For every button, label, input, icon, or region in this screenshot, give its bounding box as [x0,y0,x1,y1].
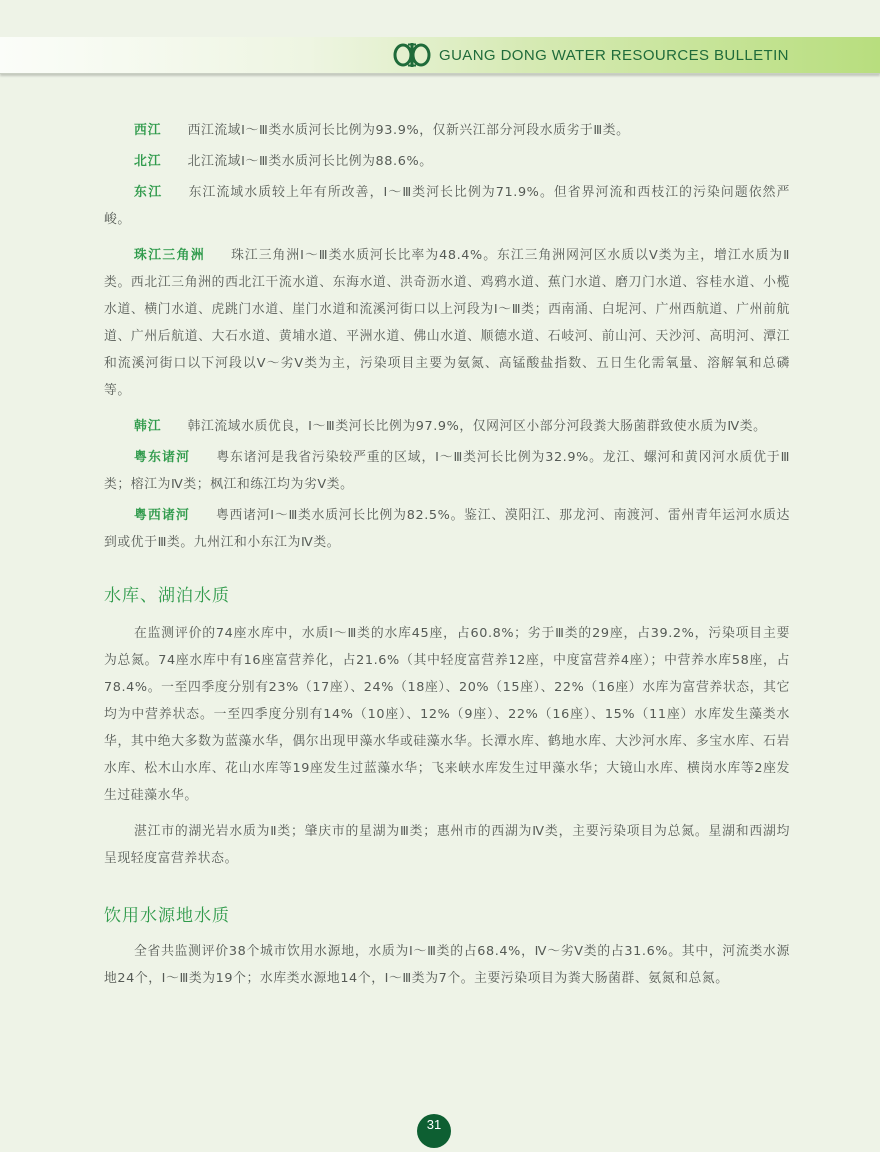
river-label: 粤西诸河 [134,508,190,523]
river-text: 东江流域水质较上年有所改善，Ⅰ～Ⅲ类河长比例为71.9%。但省界河流和西枝江的污染问题依然严峻。 [104,185,790,227]
section-title-reservoirs: 水库、湖泊水质 [104,586,230,606]
river-label: 北江 [134,154,162,169]
river-text: 粤西诸河Ⅰ～Ⅲ类水质河长比例为82.5%。鉴江、漠阳江、那龙河、南渡河、雷州青年运河水质达到或优于Ⅲ类。九州江和小东江为Ⅳ类。 [104,508,791,550]
drinking-water-paragraph: 全省共监测评价38个城市饮用水源地，水质为Ⅰ～Ⅲ类的占68.4%，Ⅳ～劣Ⅴ类的占31.6%。其中，河流类水源地24个，Ⅰ～Ⅲ类为19个；水库类水源地14个，Ⅰ～Ⅲ类为7个。主要污染项目为粪大肠菌群、氨氮和总氮。 [104,944,790,986]
river-text: 韩江流域水质优良，Ⅰ～Ⅲ类河长比例为97.9%，仅网河区小部分河段粪大肠菌群致使水质为Ⅳ类。 [187,419,767,434]
lake-paragraph: 湛江市的湖光岩水质为Ⅱ类；肇庆市的星湖为Ⅲ类；惠州市的西湖为Ⅳ类，主要污染项目为总氮。星湖和西湖均呈现轻度富营养状态。 [104,824,790,866]
reservoir-paragraph: 在监测评价的74座水库中，水质Ⅰ～Ⅲ类的水库45座，占60.8%；劣于Ⅲ类的29座，占39.2%，污染项目主要为总氮。74座水库中有16座富营养化，占21.6%（其中轻度富营养12座，中度富营养4座）；中营养水库58座，占78.4%。一至四季度分别有23%（17座）、24%（18座）、20%（15座）、22%（16座）水库为富营养状态，其它均为中营养状态。一至四季度分别有14%（10座）、12%（9座）、22%（16座）、15%（11座）水库发生藻类水华，其中绝大多数为蓝藻水华，偶尔出现甲藻水华或硅藻水华。长潭水库、鹤地水库、大沙河水库、多宝水库、石岩水库、松木山水库、花山水库等19座发生过蓝藻水华；飞来峡水库发生过甲藻水华；大镜山水库、横岗水库等2座发生过硅藻水华。 [104,626,790,803]
river-paragraph-beijiang [104,148,790,175]
header-brand [393,44,789,66]
river-paragraph-hanjiang [104,413,790,440]
page-number-badge: 31 [417,1114,451,1148]
river-text: 珠江三角洲Ⅰ～Ⅲ类水质河长比率为48.4%。东江三角洲网河区水质以Ⅴ类为主，增江水质为Ⅱ类。西北江三角洲的西北江干流水道、东海水道、洪奇沥水道、鸡鸦水道、蕉门水道、磨刀门水道、容桂水道、小榄水道、横门水道、虎跳门水道、崖门水道和流溪河街口以上河段为Ⅰ～Ⅲ类；西南涌、白坭河、广州西航道、广州前航道、广州后航道、大石水道、黄埔水道、平洲水道、佛山水道、顺德水道、石岐河、前山河、天沙河、高明河、潭江和流溪河街口以下河段以Ⅴ～劣Ⅴ类为主，污染项目主要为氨氮、高锰酸盐指数、五日生化需氧量、溶解氧和总磷等。 [104,248,790,398]
river-paragraph-pearl-delta [104,242,790,404]
header-title: GUANG DONG WATER RESOURCES BULLETIN [439,46,789,64]
river-text: 北江流域Ⅰ～Ⅲ类水质河长比例为88.6%。 [187,154,433,169]
river-label: 韩江 [134,419,162,434]
river-text: 西江流域Ⅰ～Ⅲ类水质河长比例为93.9%，仅新兴江部分河段水质劣于Ⅲ类。 [187,123,630,138]
river-text: 粤东诸河是我省污染较严重的区域，Ⅰ～Ⅲ类河长比例为32.9%。龙江、螺河和黄冈河水质优于Ⅲ类；榕江为Ⅳ类；枫江和练江均为劣Ⅴ类。 [104,450,791,492]
river-paragraph-dongjiang [104,179,790,233]
river-paragraph-east-guangdong [104,444,790,498]
river-label: 粤东诸河 [134,450,191,465]
section-title-drinking-water: 饮用水源地水质 [104,906,230,926]
river-label: 东江 [134,185,163,200]
page-content [104,117,790,992]
river-paragraph-west-guangdong [104,502,790,556]
river-label: 珠江三角洲 [134,248,206,263]
page-header-bar [0,37,880,74]
river-label: 西江 [134,123,162,138]
river-paragraph-xijiang [104,117,790,144]
water-resources-logo-icon [393,43,431,67]
